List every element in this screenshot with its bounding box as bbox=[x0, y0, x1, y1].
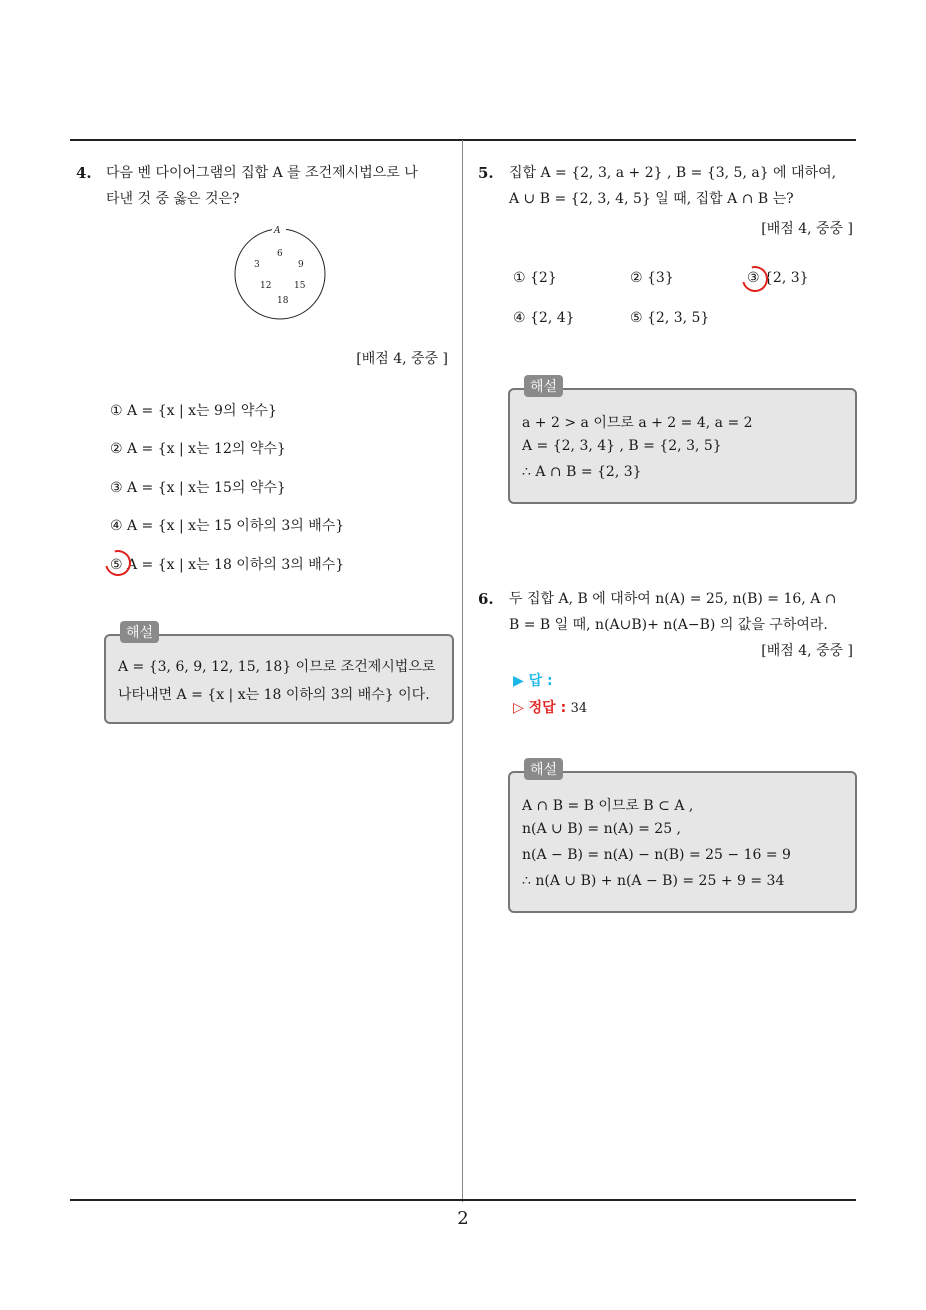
q6-correct-label: ▷ 정답 : bbox=[513, 700, 567, 716]
q4-text-line1: 다음 벤 다이어그램의 집합 A 를 조건제시법으로 나 bbox=[106, 165, 418, 181]
q5-choice-4[interactable]: ④ {2, 4} bbox=[513, 310, 575, 326]
q4-explain-line: 나타내면 A = {x | x는 18 이하의 3의 배수} 이다. bbox=[118, 687, 430, 703]
venn-set-label: A bbox=[274, 226, 281, 236]
q4-choice-2[interactable]: ② A = {x | x는 12의 약수} bbox=[110, 441, 286, 457]
q4-number: 4. bbox=[76, 164, 92, 182]
q6-text bbox=[509, 586, 859, 638]
q5-choice-3[interactable]: ③ {2, 3} bbox=[747, 270, 809, 286]
q4-text-line2: 타낸 것 중 옳은 것은? bbox=[106, 191, 240, 207]
column-divider bbox=[462, 140, 463, 1202]
venn-element: 12 bbox=[260, 281, 272, 291]
q5-explanation-tag: 해설 bbox=[524, 375, 563, 397]
q5-explain-line: a + 2 > a 이므로 a + 2 = 4, a = 2 bbox=[522, 415, 753, 431]
q4-choice-3[interactable]: ③ A = {x | x는 15의 약수} bbox=[110, 480, 286, 496]
q5-answer-mark bbox=[737, 261, 773, 297]
q4-meta: [배점 4, 중중 ] bbox=[356, 351, 448, 367]
q4-answer-mark bbox=[100, 545, 136, 581]
page-number: 2 bbox=[457, 1208, 469, 1229]
q5-text bbox=[509, 160, 859, 212]
q6-explanation-box bbox=[508, 771, 857, 913]
venn-element: 18 bbox=[277, 296, 289, 306]
top-rule bbox=[70, 139, 856, 141]
q4-explanation-box bbox=[104, 634, 454, 724]
q5-meta: [배점 4, 중중 ] bbox=[761, 221, 853, 237]
q4-choice-4[interactable]: ④ A = {x | x는 15 이하의 3의 배수} bbox=[110, 518, 345, 534]
q4-explain-line: A = {3, 6, 9, 12, 15, 18} 이므로 조건제시법으로 bbox=[118, 659, 436, 675]
q6-explanation-tag: 해설 bbox=[524, 758, 563, 780]
q4-text bbox=[106, 160, 458, 212]
q6-explain-line: n(A ∪ B) = n(A) = 25 , bbox=[522, 821, 681, 837]
q5-choice-5[interactable]: ⑤ {2, 3, 5} bbox=[630, 310, 710, 326]
q5-choice-1[interactable]: ① {2} bbox=[513, 270, 557, 286]
q6-explain-line: ∴ n(A ∪ B) + n(A − B) = 25 + 9 = 34 bbox=[522, 873, 785, 889]
q5-explain-line: A = {2, 3, 4} , B = {2, 3, 5} bbox=[522, 438, 722, 454]
venn-element: 15 bbox=[294, 281, 306, 291]
q4-choice-5[interactable]: ⑤ A = {x | x는 18 이하의 3의 배수} bbox=[110, 557, 345, 573]
q5-choice-2[interactable]: ② {3} bbox=[630, 270, 674, 286]
q5-text-line2: A ∪ B = {2, 3, 4, 5} 일 때, 집합 A ∩ B 는? bbox=[509, 191, 794, 207]
q6-text-line2: B = B 일 때, n(A∪B)+ n(A−B) 의 값을 구하여라. bbox=[509, 617, 828, 633]
venn-element: 9 bbox=[298, 260, 304, 270]
q6-explain-line: n(A − B) = n(A) − n(B) = 25 − 16 = 9 bbox=[522, 847, 791, 863]
q6-meta: [배점 4, 중중 ] bbox=[761, 643, 853, 659]
q5-explanation-box bbox=[508, 388, 857, 504]
venn-element: 6 bbox=[277, 249, 283, 259]
q6-answer-label: ▶ 답 : bbox=[513, 673, 553, 689]
bottom-rule bbox=[70, 1199, 856, 1201]
q6-explain-line: A ∩ B = B 이므로 B ⊂ A , bbox=[522, 798, 694, 814]
q6-correct-value: 34 bbox=[570, 701, 588, 716]
q6-number: 6. bbox=[478, 590, 494, 608]
q5-text-line1: 집합 A = {2, 3, a + 2} , B = {3, 5, a} 에 대하여, bbox=[509, 165, 837, 181]
q6-correct-answer bbox=[513, 697, 587, 717]
q5-explain-line: ∴ A ∩ B = {2, 3} bbox=[522, 464, 642, 480]
q4-explanation-tag: 해설 bbox=[120, 621, 159, 643]
q4-choice-1[interactable]: ① A = {x | x는 9의 약수} bbox=[110, 403, 277, 419]
q6-text-line1: 두 집합 A, B 에 대하여 n(A) = 25, n(B) = 16, A ∩ bbox=[509, 591, 837, 607]
q4-venn-diagram bbox=[232, 226, 328, 322]
venn-element: 3 bbox=[254, 260, 260, 270]
q5-number: 5. bbox=[478, 164, 494, 182]
